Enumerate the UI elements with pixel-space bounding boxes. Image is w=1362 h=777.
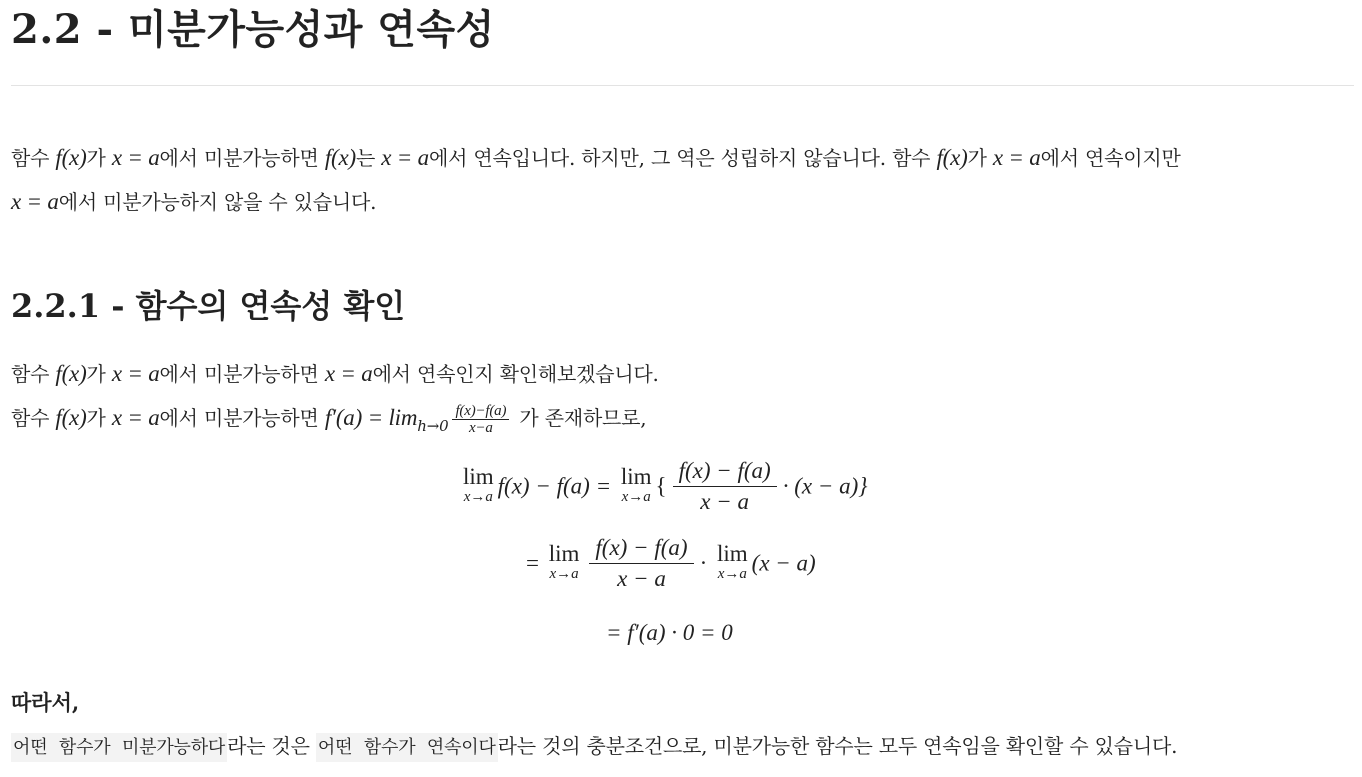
body-text: 가 <box>86 362 112 386</box>
intro-text: 는 <box>355 146 382 170</box>
body-text: 함수 <box>11 406 56 430</box>
conclusion-paragraph <box>11 724 1177 770</box>
section-title: 2.2 - 미분가능성과 연속성 <box>11 6 495 53</box>
limit-operator: lim x→a <box>620 463 652 505</box>
body-text: 에서 미분가능하면 <box>159 406 325 430</box>
subsection-title: 2.2.1 - 함수의 연속성 확인 <box>11 287 406 325</box>
intro-text: 에서 미분가능하지 않을 수 있습니다. <box>58 190 377 214</box>
display-equation-1 <box>459 456 867 517</box>
math-x-eq-a: x = a <box>992 145 1041 170</box>
title-divider <box>11 85 1354 86</box>
display-equation-2 <box>526 533 816 594</box>
math-x-eq-a: x = a <box>111 145 160 170</box>
math-x-eq-a: x = a <box>324 361 373 386</box>
limit-subscript: h→0 <box>417 417 449 435</box>
conclusion-text: 라는 것의 충분조건으로, 미분가능한 함수는 모두 연속임을 확인할 수 있습니다. <box>497 734 1178 758</box>
math-derivative: f′(a) = lim <box>324 405 418 430</box>
fraction-denominator: x−a <box>469 420 493 436</box>
intro-text: 가 <box>86 146 112 170</box>
math-fx: f(x) <box>324 145 356 170</box>
body-text: 에서 미분가능하면 <box>159 362 325 386</box>
intro-text: 에서 연속입니다. 하지만, 그 역은 성립하지 않습니다. 함수 <box>428 146 937 170</box>
math-x-eq-a: x = a <box>111 405 160 430</box>
body-line-2 <box>11 396 646 448</box>
math-fx: f(x) <box>936 145 968 170</box>
intro-paragraph-line-2 <box>11 180 376 224</box>
intro-text: 에서 미분가능하면 <box>159 146 325 170</box>
body-text: 에서 연속인지 확인해보겠습니다. <box>372 362 659 386</box>
limit-operator: lim x→a <box>716 540 748 582</box>
equation-lhs: f(x) − f(a) = <box>497 473 617 499</box>
conclusion-text: 라는 것은 <box>227 734 316 758</box>
body-text: 가 존재하므로, <box>513 406 647 430</box>
display-equation-3: = f′(a) · 0 = 0 <box>606 620 733 645</box>
inline-fraction <box>452 403 509 436</box>
dot-operator: · <box>699 550 713 576</box>
inline-code: 어떤 함수가 미분가능하다 <box>11 733 227 762</box>
body-line-1 <box>11 352 659 396</box>
intro-text: 함수 <box>11 146 56 170</box>
display-fraction: $\frac{f(x) - f(a)}{x - a}$ <box>673 456 777 517</box>
equation-tail: · (x − a)} <box>782 473 868 499</box>
inline-code: 어떤 함수가 연속이다 <box>316 733 498 762</box>
equation-tail: (x − a) <box>751 550 816 576</box>
body-text: 가 <box>86 406 112 430</box>
math-fx: f(x) <box>55 361 87 386</box>
equals-sign: = <box>526 550 545 576</box>
math-x-eq-a: x = a <box>381 145 429 170</box>
math-x-eq-a: x = a <box>11 189 59 214</box>
math-x-eq-a: x = a <box>111 361 160 386</box>
body-text: 함수 <box>11 362 56 386</box>
fraction-numerator: f(x)−f(a) <box>452 403 509 420</box>
open-brace: { <box>655 473 667 499</box>
limit-operator: lim x→a <box>463 463 494 505</box>
math-fx: f(x) <box>55 405 87 430</box>
display-fraction: $\frac{f(x) - f(a)}{x - a}$ <box>589 533 693 594</box>
intro-text: 에서 연속이지만 <box>1040 146 1181 170</box>
limit-operator: lim x→a <box>548 540 580 582</box>
intro-text: 가 <box>967 146 993 170</box>
math-fx: f(x) <box>55 145 87 170</box>
intro-paragraph-line-1 <box>11 136 1181 180</box>
therefore-label: 따라서, <box>11 690 80 715</box>
